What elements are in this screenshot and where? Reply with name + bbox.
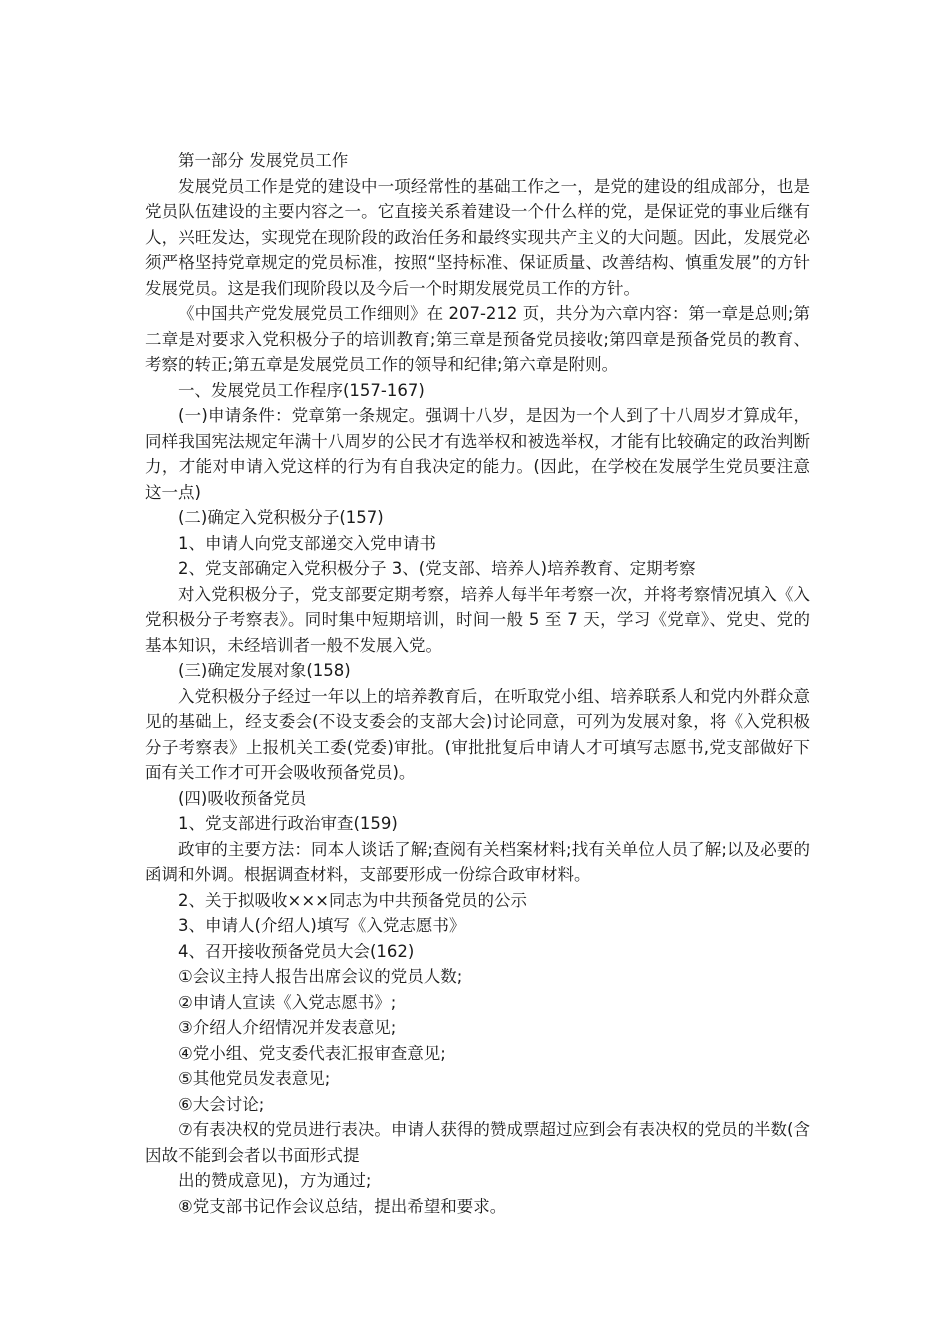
meeting-item-6: ⑥大会讨论; [178,1094,265,1114]
meeting-step: 4、召开接收预备党员大会(162) [178,941,415,961]
document-page [145,148,810,1219]
development-target-heading: (三)确定发展对象(158) [178,661,351,680]
meeting-item-7: ⑦有表决权的党员进行表决。申请人获得的赞成票超过应到会有表决权的党员的半数(含因故不能到会者以书面形式提 [145,1120,810,1165]
intro-paragraph: 发展党员工作是党的建设中一项经常性的基础工作之一，是党的建设的组成部分，也是党员队伍建设的主要内容之一。它直接关系着建设一个什么样的党，是保证党的事业后继有人，兴旺发达，实现党在现阶段的政治任务和最终实现共产主义的大问题。因此，发展党必须严格坚持党章规定的党员标准，按照“坚持标准、保证质量、改善结构、慎重发展”的方针发展党员。这是我们现阶段以及今后一个时期发展党员工作的方针。 [145,176,810,298]
political-review-step: 1、党支部进行政治审查(159) [178,814,398,833]
section-title: 第一部分 发展党员工作 [178,151,349,170]
probationary-heading: (四)吸收预备党员 [178,788,307,808]
procedure-heading: 一、发展党员工作程序(157-167) [178,380,425,400]
meeting-item-5: ⑤其他党员发表意见; [178,1069,331,1088]
meeting-item-3: ③介绍人介绍情况并发表意见; [178,1018,397,1037]
activist-step-1: 1、申请人向党支部递交入党申请书 [178,533,436,553]
meeting-item-1: ①会议主持人报告出席会议的党员人数; [178,967,463,986]
rules-summary-paragraph: 《中国共产党发展党员工作细则》在 207-212 页，共分为六章内容：第一章是总则;第二章是对要求入党积极分子的培训教育;第三章是预备党员接收;第四章是预备党员的教育、考察的转正;第五章是发展党员工作的领导和纪律;第六章是附则。 [145,304,810,374]
political-review-methods: 政审的主要方法：同本人谈话了解;查阅有关档案材料;找有关单位人员了解;以及必要的函调和外调。根据调查材料，支部要形成一份综合政审材料。 [145,839,810,884]
meeting-item-8: ⑧党支部书记作会议总结，提出希望和要求。 [178,1196,507,1216]
development-target-paragraph: 入党积极分子经过一年以上的培养教育后，在听取党小组、培养联系人和党内外群众意见的基础上，经支委会(不设支委会的支部大会)讨论同意，可列为发展对象，将《入党积极分子考察表》上报机关工委(党委)审批。(审批批复后申请人才可填写志愿书,党支部做好下面有关工作才可开会吸收预备党员)。 [145,686,810,782]
public-notice-step: 2、关于拟吸收×××同志为中共预备党员的公示 [178,890,527,910]
activist-step-2: 2、党支部确定入党积极分子 3、(党支部、培养人)培养教育、定期考察 [178,559,696,578]
application-form-step: 3、申请人(介绍人)填写《入党志愿书》 [178,916,466,935]
meeting-item-7-continued: 出的赞成意见)，方为通过; [178,1171,372,1190]
meeting-item-2: ②申请人宣读《入党志愿书》; [178,992,397,1012]
activist-inspection-paragraph: 对入党积极分子，党支部要定期考察，培养人每半年考察一次，并将考察情况填入《入党积极分子考察表》。同时集中短期培训，时间一般 5 至 7 天，学习《党章》、党史、党的基本知识，未经培训者一般不发展入党。 [145,584,810,655]
application-conditions: (一)申请条件：党章第一条规定。强调十八岁，是因为一个人到了十八周岁才算成年，同样我国宪法规定年满十八周岁的公民才有选举权和被选举权，才能有比较确定的政治判断力，才能对申请入党这样的行为有自我决定的能力。(因此，在学校在发展学生党员要注意这一点) [145,406,810,502]
activist-heading: (二)确定入党积极分子(157) [178,508,384,527]
meeting-item-4: ④党小组、党支委代表汇报审查意见; [178,1043,446,1063]
